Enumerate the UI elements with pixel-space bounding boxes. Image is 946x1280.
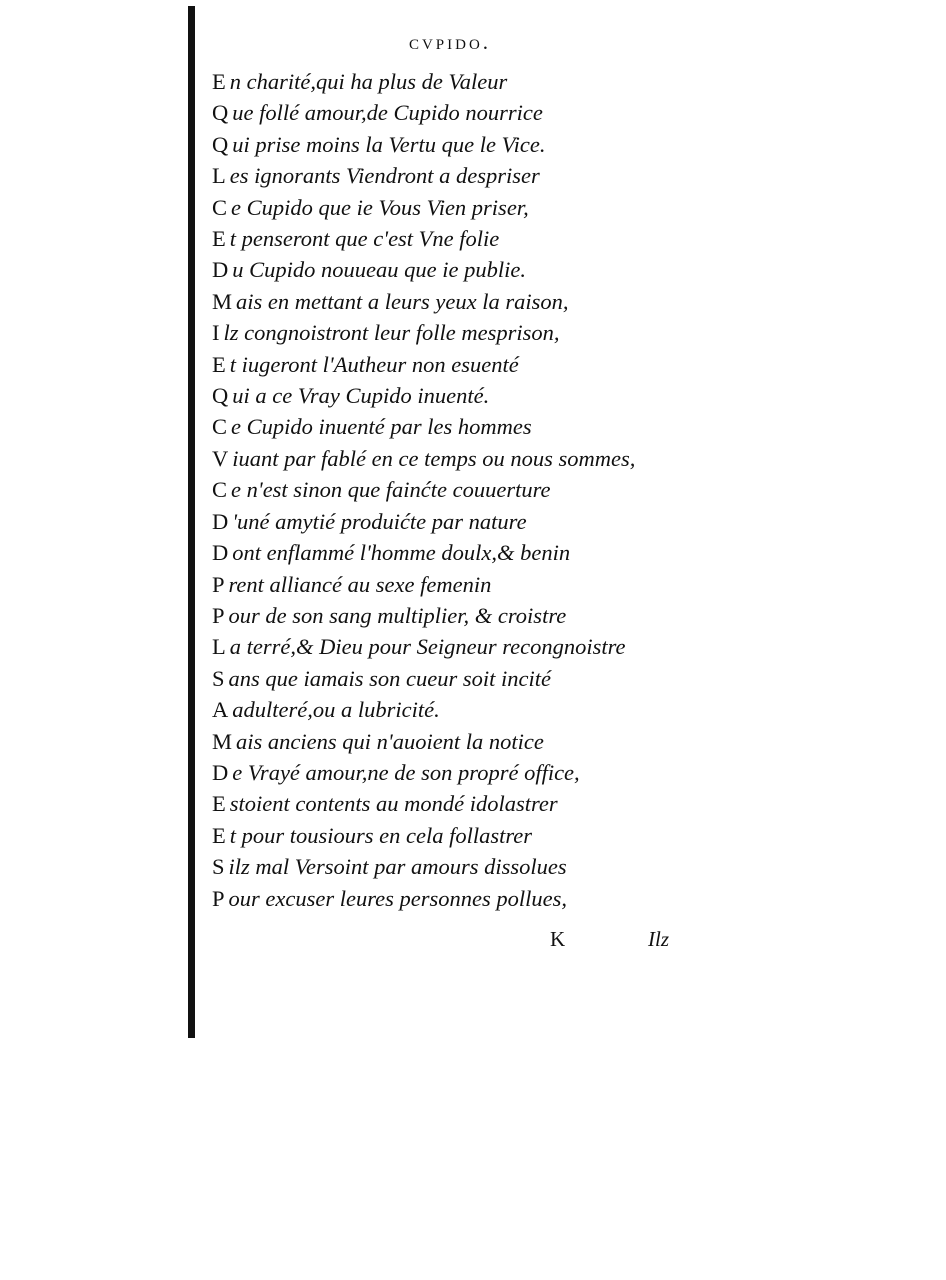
- verse-line: [212, 223, 635, 254]
- line-initial: L: [212, 163, 226, 189]
- verse-line: [212, 600, 635, 631]
- line-initial: E: [212, 226, 226, 252]
- line-text: e n'est sinon que fainćte couuerture: [231, 477, 551, 503]
- line-initial: D: [212, 540, 229, 566]
- line-text: lz congnoistront leur folle mesprison,: [223, 320, 560, 346]
- page-gutter-edge: [188, 6, 195, 1038]
- line-initial: Q: [212, 383, 229, 409]
- line-initial: M: [212, 288, 233, 314]
- verse-line: [212, 820, 635, 851]
- line-initial: I: [212, 320, 220, 346]
- line-text: e Cupido que ie Vous Vien priser,: [231, 194, 529, 220]
- line-initial: Q: [212, 100, 229, 126]
- line-text: e Vrayé amour,ne de son propré office,: [232, 759, 580, 785]
- line-initial: P: [212, 571, 225, 597]
- verse-line: [212, 537, 635, 568]
- line-text: t pour tousiours en cela follastrer: [229, 822, 533, 848]
- verse-line: [212, 726, 635, 757]
- verse-line: [212, 192, 635, 223]
- line-text: es ignorants Viendront a despriser: [229, 163, 540, 189]
- line-text: ue follé amour,de Cupido nourrice: [232, 100, 543, 126]
- line-initial: D: [212, 759, 229, 785]
- verse-line: [212, 443, 635, 474]
- catchword: Ilz: [648, 927, 669, 951]
- line-initial: D: [212, 508, 229, 534]
- running-head: cvpido.: [408, 30, 492, 54]
- verse-block: [212, 66, 635, 914]
- verse-line: [212, 788, 635, 819]
- verse-line: [212, 757, 635, 788]
- line-text: adulteré,ou a lubricité.: [232, 697, 440, 723]
- line-initial: S: [212, 854, 225, 880]
- verse-line: [212, 254, 635, 285]
- verse-line: [212, 631, 635, 662]
- verse-line: [212, 883, 635, 914]
- line-initial: Q: [212, 131, 229, 157]
- line-text: rent alliancé au sexe femenin: [228, 571, 492, 597]
- verse-line: [212, 317, 635, 348]
- verse-line: [212, 474, 635, 505]
- line-initial: P: [212, 885, 225, 911]
- verse-line: [212, 694, 635, 725]
- line-initial: V: [212, 445, 229, 471]
- line-text: ont enflammé l'homme doulx,& benin: [232, 540, 571, 566]
- line-initial: E: [212, 351, 226, 377]
- signature-mark: K: [550, 927, 566, 951]
- verse-line: [212, 663, 635, 694]
- line-text: u Cupido nouueau que ie publie.: [232, 257, 526, 283]
- line-text: ilz mal Versoint par amours dissolues: [228, 854, 567, 880]
- line-initial: M: [212, 728, 233, 754]
- line-text: iuant par fablé en ce temps ou nous sommes,: [232, 445, 636, 471]
- line-text: ais anciens qui n'auoient la notice: [236, 728, 544, 754]
- line-text: stoient contents au mondé idolastrer: [229, 791, 558, 817]
- line-initial: C: [212, 477, 228, 503]
- line-initial: C: [212, 194, 228, 220]
- verse-line: [212, 66, 635, 97]
- line-text: a terré,& Dieu pour Seigneur recongnoistre: [229, 634, 626, 660]
- verse-line: [212, 851, 635, 882]
- line-initial: L: [212, 634, 226, 660]
- verse-line: [212, 97, 635, 128]
- verse-line: [212, 506, 635, 537]
- line-text: t penseront que c'est Vne folie: [229, 226, 500, 252]
- verse-line: [212, 286, 635, 317]
- line-initial: S: [212, 665, 225, 691]
- line-text: ans que iamais son cueur soit incité: [228, 665, 551, 691]
- line-text: ui prise moins la Vertu que le Vice.: [232, 131, 546, 157]
- line-text: t iugeront l'Autheur non esuenté: [229, 351, 519, 377]
- verse-line: [212, 129, 635, 160]
- line-initial: A: [212, 697, 229, 723]
- line-initial: E: [212, 791, 226, 817]
- catchline: [200, 927, 700, 957]
- line-initial: C: [212, 414, 228, 440]
- line-text: e Cupido inuenté par les hommes: [231, 414, 532, 440]
- line-initial: P: [212, 602, 225, 628]
- verse-line: [212, 160, 635, 191]
- verse-line: [212, 380, 635, 411]
- line-text: ais en mettant a leurs yeux la raison,: [236, 288, 569, 314]
- line-initial: E: [212, 822, 226, 848]
- verse-line: [212, 569, 635, 600]
- verse-line: [212, 411, 635, 442]
- line-text: our de son sang multiplier, & croistre: [228, 602, 567, 628]
- line-text: n charité,qui ha plus de Valeur: [229, 69, 508, 94]
- line-initial: D: [212, 257, 229, 283]
- line-text: our excuser leures personnes pollues,: [228, 885, 567, 911]
- verse-line: [212, 349, 635, 380]
- line-text: 'uné amytié produićte par nature: [232, 508, 527, 534]
- line-text: ui a ce Vray Cupido inuenté.: [232, 383, 490, 409]
- line-initial: E: [212, 69, 226, 94]
